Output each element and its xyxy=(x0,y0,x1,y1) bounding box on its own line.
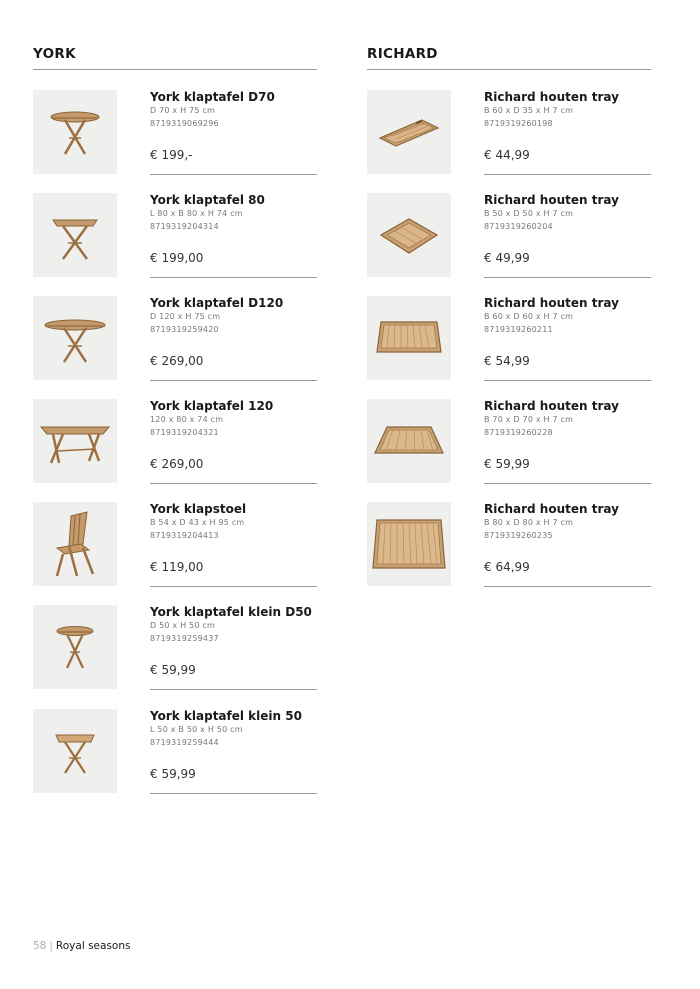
product-price: € 199,00 xyxy=(150,251,204,265)
product-name: York klaptafel D120 xyxy=(150,296,284,310)
item-divider xyxy=(484,483,651,484)
item-divider xyxy=(484,380,651,381)
folding-chair-icon xyxy=(47,508,103,580)
page-footer xyxy=(33,940,130,952)
product-name: Richard houten tray xyxy=(484,399,619,413)
item-divider xyxy=(150,586,317,587)
item-divider xyxy=(484,277,651,278)
product-name: Richard houten tray xyxy=(484,90,619,104)
product-item[interactable] xyxy=(367,399,651,485)
square-folding-table-icon xyxy=(45,207,105,263)
product-image[interactable] xyxy=(33,605,117,689)
product-info xyxy=(150,502,317,588)
item-divider xyxy=(150,793,317,794)
brand-name: Royal seasons xyxy=(55,940,131,952)
product-image[interactable] xyxy=(33,193,117,277)
product-price: € 269,00 xyxy=(150,457,204,471)
section-title: RICHARD xyxy=(367,46,438,62)
product-name: York klapstoel xyxy=(150,502,247,516)
footer-separator: | xyxy=(49,940,53,952)
product-dimensions: D 70 x H 75 cm xyxy=(150,106,215,115)
product-item[interactable] xyxy=(33,709,317,795)
product-ean: 8719319260235 xyxy=(484,531,553,540)
product-name: York klaptafel klein D50 xyxy=(150,605,312,619)
product-info xyxy=(150,193,317,279)
product-dimensions: B 60 x D 60 x H 7 cm xyxy=(484,312,574,321)
wooden-tray-icon xyxy=(377,211,441,259)
product-dimensions: B 70 x D 70 x H 7 cm xyxy=(484,415,574,424)
item-divider xyxy=(150,483,317,484)
product-image[interactable] xyxy=(367,502,451,586)
product-image[interactable] xyxy=(367,193,451,277)
product-price: € 199,- xyxy=(150,148,193,162)
product-info xyxy=(150,296,317,382)
product-item[interactable] xyxy=(33,399,317,485)
product-ean: 8719319204314 xyxy=(150,222,219,231)
product-item[interactable] xyxy=(367,90,651,176)
product-item[interactable] xyxy=(367,193,651,279)
rectangular-folding-table-icon xyxy=(37,413,113,469)
product-price: € 59,99 xyxy=(150,663,196,677)
product-dimensions: B 60 x D 35 x H 7 cm xyxy=(484,106,574,115)
product-ean: 8719319260198 xyxy=(484,119,553,128)
product-dimensions: B 80 x D 80 x H 7 cm xyxy=(484,518,574,527)
round-folding-table-icon xyxy=(45,104,105,160)
product-item[interactable] xyxy=(33,90,317,176)
product-image[interactable] xyxy=(33,502,117,586)
product-ean: 8719319260228 xyxy=(484,428,553,437)
product-name: York klaptafel 80 xyxy=(150,193,265,207)
wooden-tray-icon xyxy=(376,112,442,152)
product-item[interactable] xyxy=(33,502,317,588)
product-item[interactable] xyxy=(367,502,651,588)
product-image[interactable] xyxy=(33,399,117,483)
round-folding-table-icon xyxy=(42,310,108,366)
product-ean: 8719319259437 xyxy=(150,634,219,643)
item-divider xyxy=(150,689,317,690)
product-ean: 8719319069296 xyxy=(150,119,219,128)
item-divider xyxy=(150,277,317,278)
item-divider xyxy=(484,586,651,587)
product-item[interactable] xyxy=(367,296,651,382)
product-dimensions: L 80 x B 80 x H 74 cm xyxy=(150,209,243,218)
product-info xyxy=(150,709,317,795)
product-item[interactable] xyxy=(33,605,317,691)
product-image[interactable] xyxy=(33,90,117,174)
product-info xyxy=(150,90,317,176)
product-info xyxy=(150,399,317,485)
product-image[interactable] xyxy=(367,296,451,380)
product-price: € 44,99 xyxy=(484,148,530,162)
product-item[interactable] xyxy=(33,193,317,279)
product-price: € 54,99 xyxy=(484,354,530,368)
product-image[interactable] xyxy=(33,296,117,380)
product-price: € 269,00 xyxy=(150,354,204,368)
product-name: York klaptafel D70 xyxy=(150,90,275,104)
product-ean: 8719319259444 xyxy=(150,738,219,747)
product-dimensions: D 50 x H 50 cm xyxy=(150,621,215,630)
round-folding-table-icon xyxy=(52,622,98,672)
product-info xyxy=(484,399,651,485)
product-dimensions: 120 x 80 x 74 cm xyxy=(150,415,224,424)
product-ean: 8719319204321 xyxy=(150,428,219,437)
product-image[interactable] xyxy=(367,399,451,483)
product-info xyxy=(484,90,651,176)
product-item[interactable] xyxy=(33,296,317,382)
product-ean: 8719319259420 xyxy=(150,325,219,334)
product-price: € 59,99 xyxy=(484,457,530,471)
product-dimensions: B 54 x D 43 x H 95 cm xyxy=(150,518,245,527)
product-name: York klaptafel klein 50 xyxy=(150,709,302,723)
product-dimensions: D 120 x H 75 cm xyxy=(150,312,221,321)
product-info xyxy=(484,296,651,382)
product-image[interactable] xyxy=(33,709,117,793)
product-dimensions: B 50 x D 50 x H 7 cm xyxy=(484,209,574,218)
product-price: € 119,00 xyxy=(150,560,204,574)
wooden-tray-icon xyxy=(373,421,445,461)
item-divider xyxy=(150,380,317,381)
item-divider xyxy=(484,174,651,175)
section-divider xyxy=(33,69,317,70)
product-ean: 8719319204413 xyxy=(150,531,219,540)
product-dimensions: L 50 x B 50 x H 50 cm xyxy=(150,725,243,734)
page-number: 58 xyxy=(33,940,47,952)
product-info xyxy=(150,605,317,691)
square-folding-table-icon xyxy=(52,726,98,776)
product-price: € 64,99 xyxy=(484,560,530,574)
product-name: Richard houten tray xyxy=(484,296,619,310)
product-info xyxy=(484,193,651,279)
product-price: € 49,99 xyxy=(484,251,530,265)
product-ean: 8719319260204 xyxy=(484,222,553,231)
product-ean: 8719319260211 xyxy=(484,325,553,334)
product-name: Richard houten tray xyxy=(484,193,619,207)
product-name: York klaptafel 120 xyxy=(150,399,274,413)
product-price: € 59,99 xyxy=(150,767,196,781)
wooden-tray-icon xyxy=(375,318,443,358)
product-info xyxy=(484,502,651,588)
section-divider xyxy=(367,69,651,70)
product-name: Richard houten tray xyxy=(484,502,619,516)
product-image[interactable] xyxy=(367,90,451,174)
item-divider xyxy=(150,174,317,175)
section-title: YORK xyxy=(33,46,76,62)
wooden-tray-icon xyxy=(371,516,447,572)
